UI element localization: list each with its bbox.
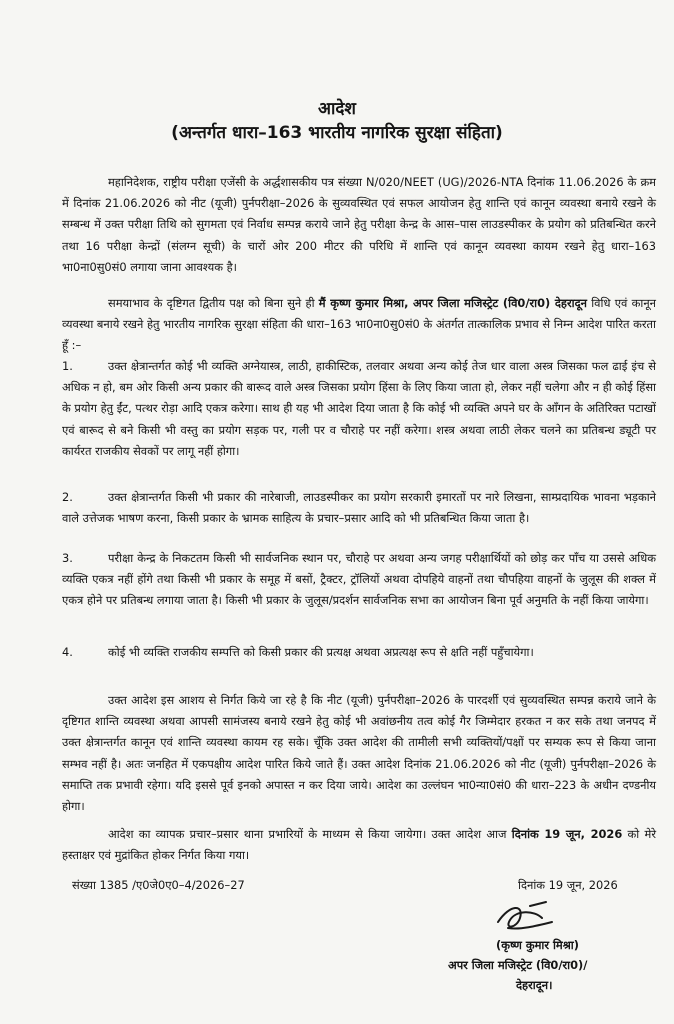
item-text: कोई भी व्यक्ति राजकीय सम्पत्ति को किसी प्रकार की प्रत्यक्ष अथवा अप्रत्यक्ष रूप से क्षति नहीं पहुँचायेगा। [108,645,534,659]
issuing-officer: मैं कृष्ण कुमार मिश्रा, अपर जिला मजिस्ट्रेट (वि0/रा0) देहरादून [318,296,587,310]
document-subtitle: (अन्तर्गत धारा–163 भारतीय नागरिक सुरक्षा संहिता) [171,123,503,143]
item-number: 1. [62,359,73,373]
preamble-text-end: विधि एवं कानून व्यवस्था बनाये रखने हेतु भारतीय नागरिक सुरक्षा संहिता की धारा–163 भा0ना0सु0सं0 के अंतर्गत तात्कालिक प्रभाव से निम्न आदेश पारित करता हूँ :– [62,296,656,353]
item-number: 4. [62,645,73,659]
order-item-4 [62,642,656,663]
item-text: उक्त क्षेत्रान्तर्गत किसी भी प्रकार की नारेबाजी, लाउडस्पीकर का प्रयोग सरकारी इमारतों पर नारे लिखना, साम्प्रदायिक भावना भड़काने वाले उत्तेजक भाषण करना, किसी प्रकार के भ्रामक साहित्य के प्रचार–प्रसार आदि को भी प्रतिबन्धित किया जाता है। [62,490,656,526]
document-date: दिनांक 19 जून, 2026 [518,878,618,892]
order-item-2 [62,487,656,529]
order-item-1 [62,356,656,462]
handwritten-signature [490,900,560,934]
preamble-text-start: समयाभाव के दृष्टिगत द्वितीय पक्ष को बिना सुने ही [108,296,319,310]
effect-paragraph: उक्त आदेश इस आशय से निर्गत किये जा रहे है कि नीट (यूजी) पुर्नपरीक्षा–2026 के पारदर्शी एवं सुव्यवस्थित सम्पन्न कराये जाने के दृष्टिगत शान्ति व्यवस्था अथवा आपसी सामंजस्य बनाये रखने हेतु कोई भी अवांछनीय तत्व कोई गैर जिम्मेदार हरकत न कर सके तथा जनपद में उक्त क्षेत्रान्तर्गत कानून एवं शान्ति व्यवस्था कायम रह सके। चूँकि उक्त आदेश की तामीली सभी व्यक्तियों/पक्षों पर सम्यक रूप से किया जाना सम्भव नहीं है। अतः जनहित में एकपक्षीय आदेश पारित किये जाते हैं। उक्त आदेश दिनांक 21.06.2026 को नीट (यूजी) पुर्नपरीक्षा–2026 के समाप्ति तक प्रभावी रहेगा। यदि इससे पूर्व इनको अपास्त न कर दिया जाये। आदेश का उल्लंघन भा0न्या0सं0 की धारा–223 के अधीन दण्डनीय होगा। [62,693,656,814]
order-preamble [62,293,656,357]
intro-paragraph: महानिदेशक, राष्ट्रीय परीक्षा एजेंसी के अर्द्धशासकीय पत्र संख्या N/020/NEET (UG)/2026-NTA दिनांक 11.06.2026 के क्रम में दिनांक 21.06.2026 को नीट (यूजी) पुर्नपरीक्षा–2026 के सुव्यवस्थित एवं सफल आयोजन हेतु शान्ति एवं कानून व्यवस्था बनाये रखने के सम्बन्ध में उक्त परीक्षा तिथि को सुगमता एवं निर्वाध सम्पन्न कराये जाने हेतु परीक्षा केन्द्र के आस–पास लाउडस्पीकर के प्रयोग को प्रतिबन्धित करने तथा 16 परीक्षा केन्द्रों (संलग्न सूची) के चारों ओर 200 मीटर की परिधि में शान्ति एवं कानून व्यवस्था कायम रखने हेतु धारा–163 भा0ना0सु0सं0 लगाया जाना आवश्यक है। [62,175,656,274]
document-title: आदेश [318,99,356,119]
reference-number: संख्या 1385 /ए0जे0ए0–4/2026–27 [72,878,245,892]
item-text: उक्त क्षेत्रान्तर्गत कोई भी व्यक्ति अग्नेयास्त्र, लाठी, हाकीस्टिक, तलवार अथवा अन्य कोई तेज धार वाला अस्त्र जिसका फल ढाई इंच से अधिक न हो, बम ओर किसी अन्य प्रकार की बारूद वाले अस्त्र जिसका प्रयोग हिंसा के लिए किया जाता हो, लेकर नहीं चलेगा और न ही कोई हिंसा के प्रयोग हेतु ईंट, पत्थर रोड़ा आदि एकत्र करेगा। साथ ही यह भी आदेश दिया जाता है कि कोई भी व्यक्ति अपने घर के आँगन के अतिरिक्त पटाखों एवं बारूद से बने किसी भी वस्तु का प्रयोग सड़क पर, गली पर व चौराहे पर नहीं करेगा। शस्त्र अथवा लाठी लेकर चलने का प्रतिबन्ध ड्यूटी पर कार्यरत राजकीय सेवकों पर लागू नहीं होगा। [62,359,656,458]
signatory-designation: अपर जिला मजिस्ट्रेट (वि0/रा0)/ [448,958,588,972]
issue-date: दिनांक 19 जून, 2026 [511,827,623,841]
publication-paragraph [62,824,656,866]
item-text: परीक्षा केन्द्र के निकटतम किसी भी सार्वजनिक स्थान पर, चौराहे पर अथवा अन्य जगह परीक्षार्थियों को छोड़ कर पाँच या उससे अधिक व्यक्ति एकत्र नहीं होंगे तथा किसी भी प्रकार के समूह में बसों, ट्रैक्टर, ट्रॉलियों अथवा दोपहिये वाहनों तथा चौपहिया वाहनों के जुलूस की शक्ल में एकत्र होने पर प्रतिबन्ध लगाया जाता है। किसी भी प्रकार के जुलूस/प्रदर्शन सार्वजनिक सभा का आयोजन बिना पूर्व अनुमति के नहीं किया जायेगा। [62,551,656,608]
item-number: 3. [62,551,73,565]
item-number: 2. [62,490,73,504]
signatory-name: (कृष्ण कुमार मिश्रा) [496,938,579,952]
publication-text-start: आदेश का व्यापक प्रचार–प्रसार थाना प्रभारियों के माध्यम से किया जायेगा। उक्त आदेश आज [108,827,512,841]
signatory-place: देहरादून। [516,978,553,992]
publication-text-end: को मेरे हस्ताक्षर एवं मुद्रांकित होकर निर्गत किया गया। [62,827,656,863]
order-item-3 [62,548,656,612]
